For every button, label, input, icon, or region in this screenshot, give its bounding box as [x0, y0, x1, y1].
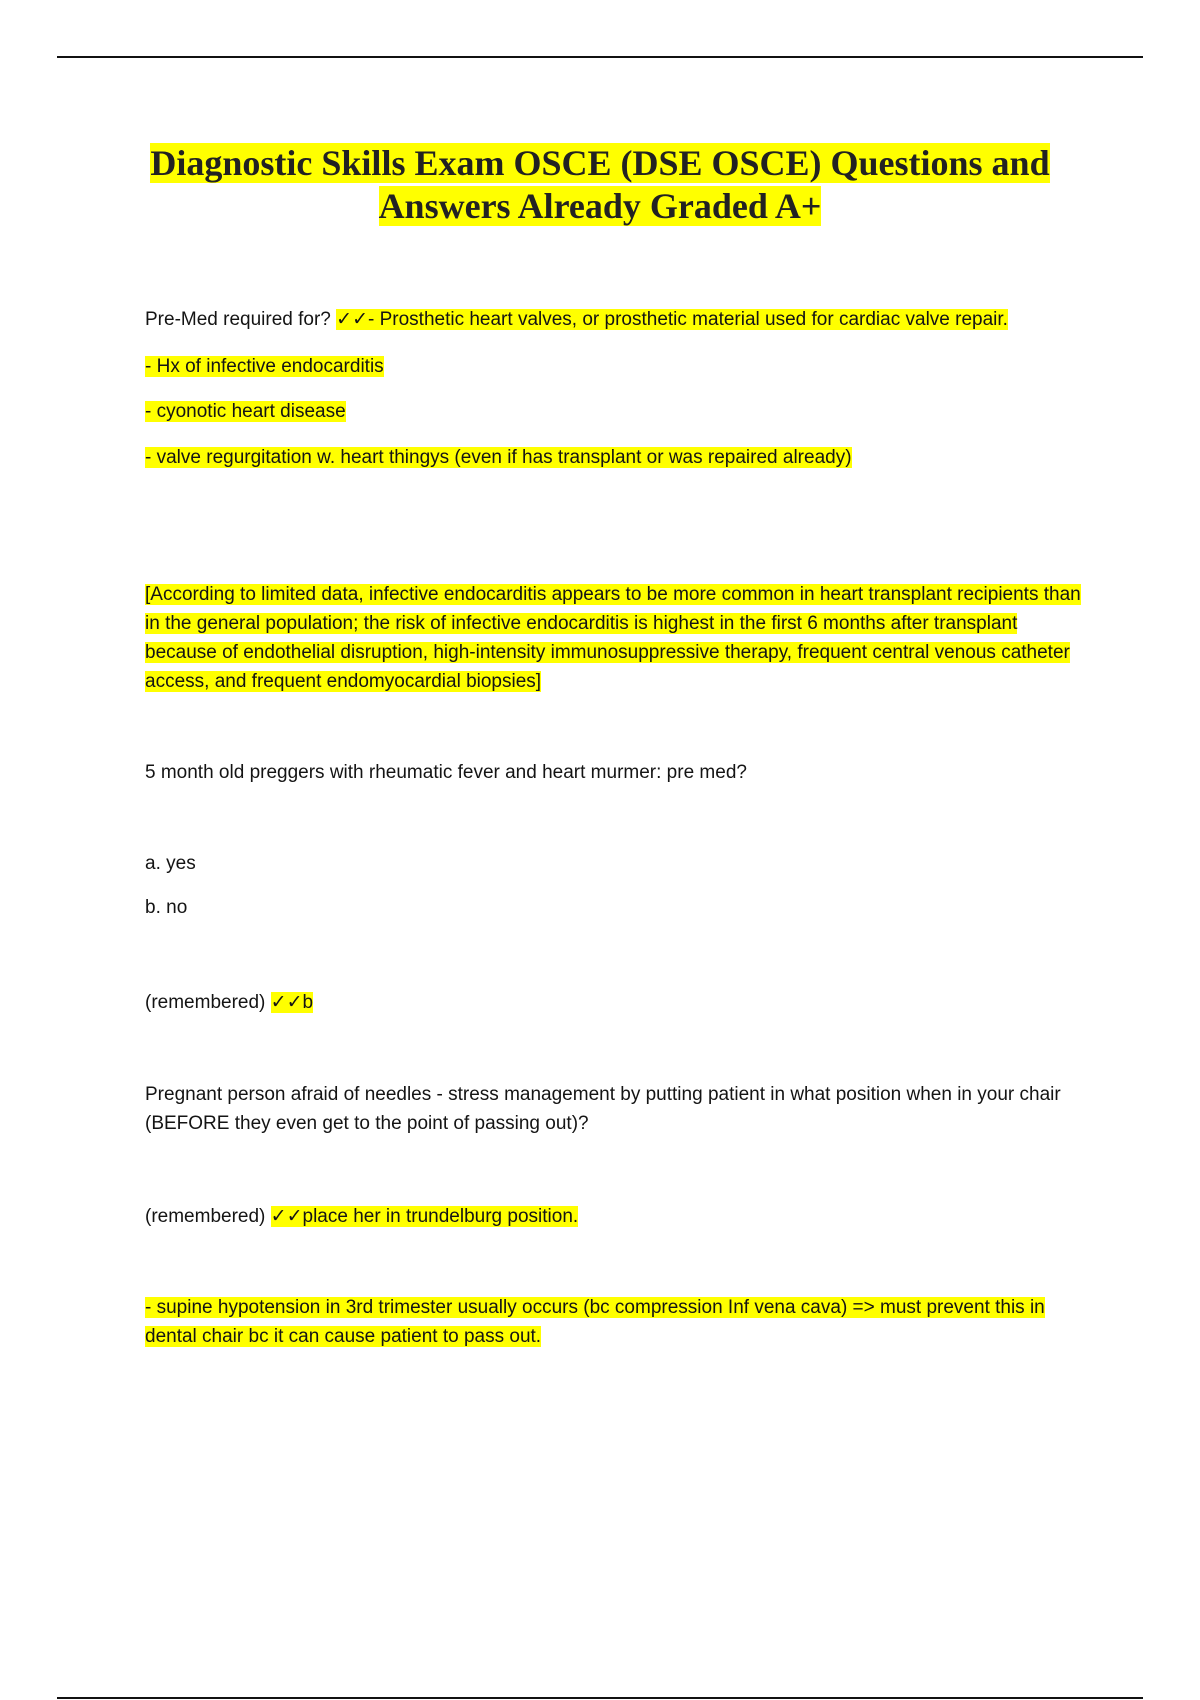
q2-prefix: (remembered): [145, 992, 266, 1013]
q2-option-a-row: [145, 849, 1090, 878]
q1-note-block: [145, 580, 1090, 696]
q1-bullet-3: - valve regurgitation w. heart thingys (even if has transplant or was repaired already): [145, 447, 852, 468]
q2-answer-row: [145, 988, 1090, 1017]
title-line-2: Answers Already Graded A+: [378, 186, 822, 226]
bottom-rule: [57, 1697, 1143, 1699]
q3-answer: ✓✓place her in trundelburg position.: [270, 1206, 579, 1227]
title-line-1: Diagnostic Skills Exam OSCE (DSE OSCE) Questions and: [150, 143, 1050, 183]
document-title: [100, 142, 1100, 228]
q3-note: - supine hypotension in 3rd trimester usually occurs (bc compression Inf vena cava) => must prevent this in dental chair bc it can cause patient to pass out.: [145, 1297, 1045, 1347]
q1-bullet-3-row: [145, 443, 1090, 472]
top-rule: [57, 56, 1143, 58]
q1-bullet-1-row: [145, 352, 1090, 381]
q1-bullet-2: - cyonotic heart disease: [145, 401, 346, 422]
q2-question: 5 month old preggers with rheumatic fever and heart murmer: pre med?: [145, 762, 747, 783]
q2-option-b: b. no: [145, 897, 188, 918]
q1-answer: ✓✓- Prosthetic heart valves, or prosthetic material used for cardiac valve repair.: [336, 309, 1008, 330]
q1-bullet-1: - Hx of infective endocarditis: [145, 356, 384, 377]
q1-bullet-2-row: [145, 397, 1090, 426]
q2-option-b-row: [145, 893, 1090, 922]
q2-answer: ✓✓b: [270, 992, 314, 1013]
q3-prefix: (remembered): [145, 1206, 266, 1227]
q3-note-block: [145, 1293, 1090, 1351]
q1-row: [145, 305, 1090, 334]
q1-note: [According to limited data, infective endocarditis appears to be more common in heart transplant recipients than in the general population; the risk of infective endocarditis is highest in the first 6 months after transplant because of endothelial disruption, high-intensity immunosuppressive therapy, frequent central venous catheter access, and frequent endomyocardial biopsies]: [145, 584, 1081, 692]
q2-question-row: [145, 758, 1090, 787]
q3-question-block: [145, 1080, 1090, 1138]
q3-question: Pregnant person afraid of needles - stress management by putting patient in what position when in your chair (BEFORE they even get to the point of passing out)?: [145, 1084, 1061, 1134]
q2-option-a: a. yes: [145, 853, 196, 874]
q3-answer-row: [145, 1202, 1090, 1231]
q1-question: Pre-Med required for?: [145, 309, 331, 330]
